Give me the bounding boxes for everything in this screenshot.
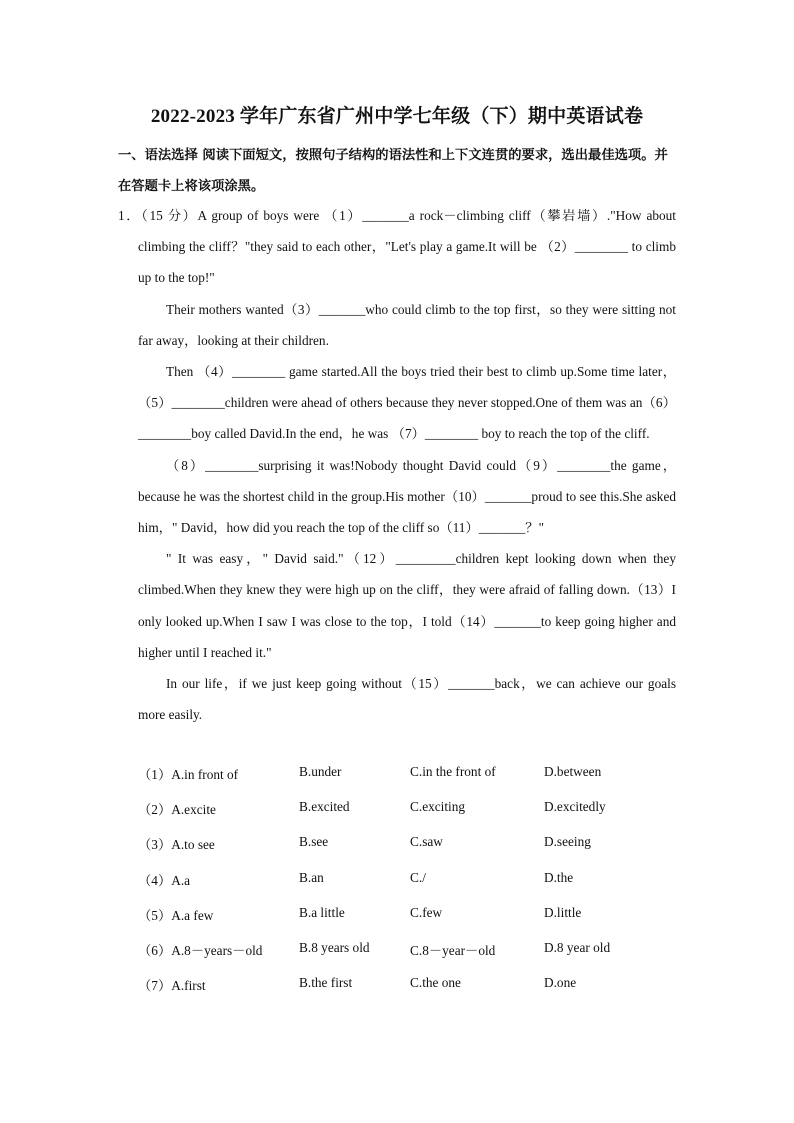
option-a: （4）A.a xyxy=(138,872,191,888)
option-b: B.see xyxy=(299,834,329,850)
option-row xyxy=(138,834,678,869)
option-b: B.an xyxy=(299,869,324,885)
option-row xyxy=(138,975,678,1010)
option-d: D.seeing xyxy=(544,834,591,850)
option-d: D.the xyxy=(544,869,574,885)
option-b: B.excited xyxy=(299,799,350,815)
option-row xyxy=(138,799,678,834)
option-c: C./ xyxy=(410,869,426,885)
passage-paragraph: In our life，if we just keep going without（15）_______back，we can achieve our goals more easily. xyxy=(138,676,676,723)
option-a: （5）A.a few xyxy=(138,907,214,923)
option-b: B.a little xyxy=(299,904,345,920)
option-row xyxy=(138,764,678,799)
option-a: （7）A.first xyxy=(138,978,206,994)
option-row xyxy=(138,905,678,940)
answer-options xyxy=(138,764,678,1010)
option-a: （6）A.8－years－old xyxy=(138,942,263,958)
passage-paragraph: " It was easy，" David said."（12）_________children kept looking down when they climbed.When they knew they were high up on the cliff，they were afraid of falling down.（13）I only looked up.When I saw I was close to the top，I told（14）_______to keep going higher and higher until I reached it." xyxy=(138,551,676,660)
option-row xyxy=(138,870,678,905)
section-heading: 一、语法选择 阅读下面短文，按照句子结构的语法性和上下文连贯的要求，选出最佳选项。并在答题卡上将该项涂黑。 xyxy=(118,148,668,194)
option-a: （1）A.in front of xyxy=(138,767,239,782)
option-c: C.in the front of xyxy=(410,764,496,779)
option-row xyxy=(138,940,678,975)
option-a: （3）A.to see xyxy=(138,837,215,853)
option-b: B.under xyxy=(299,764,342,779)
option-a: （2）A.excite xyxy=(138,802,216,818)
option-c: C.exciting xyxy=(410,799,466,815)
option-c: C.8－year－old xyxy=(410,942,496,958)
option-c: C.the one xyxy=(410,975,461,991)
passage-paragraph: （8）________surprising it was!Nobody thought David could（9）________the game，because he was the shortest child in the group.His mother（10）_______proud to see this.She asked him，" David，how did you reach the top of the cliff so（11）_______？" xyxy=(138,457,676,536)
option-d: D.between xyxy=(544,764,602,779)
option-d: D.8 year old xyxy=(544,939,611,955)
passage-paragraph: Then （4）________ game started.All the boys tried their best to climb up.Some time later，（5）________children were ahead of others because they never stopped.One of them was an（6）________boy called David.In the end，he was （7）________ boy to reach the top of the cliff. xyxy=(138,364,676,442)
question-first-paragraph: 1．（15 分）A group of boys were （1）_______a rock－climbing cliff（攀岩墙）."How about climbing the cliff？"they said to each other，"Let's play a game.It will be （2）________ to climb up to the top!" xyxy=(118,208,676,286)
passage-paragraph: Their mothers wanted（3）_______who could climb to the top first，so they were sitting not far away，looking at their children. xyxy=(138,301,676,348)
option-c: C.few xyxy=(410,904,443,920)
exam-title: 2022-2023 学年广东省广州中学七年级（下）期中英语试卷 xyxy=(150,106,644,127)
option-d: D.little xyxy=(544,904,582,920)
question-passage xyxy=(118,200,676,730)
option-d: D.one xyxy=(544,975,577,991)
option-b: B.8 years old xyxy=(299,939,370,955)
option-c: C.saw xyxy=(410,834,443,850)
option-b: B.the first xyxy=(299,975,353,991)
option-d: D.excitedly xyxy=(544,799,606,815)
